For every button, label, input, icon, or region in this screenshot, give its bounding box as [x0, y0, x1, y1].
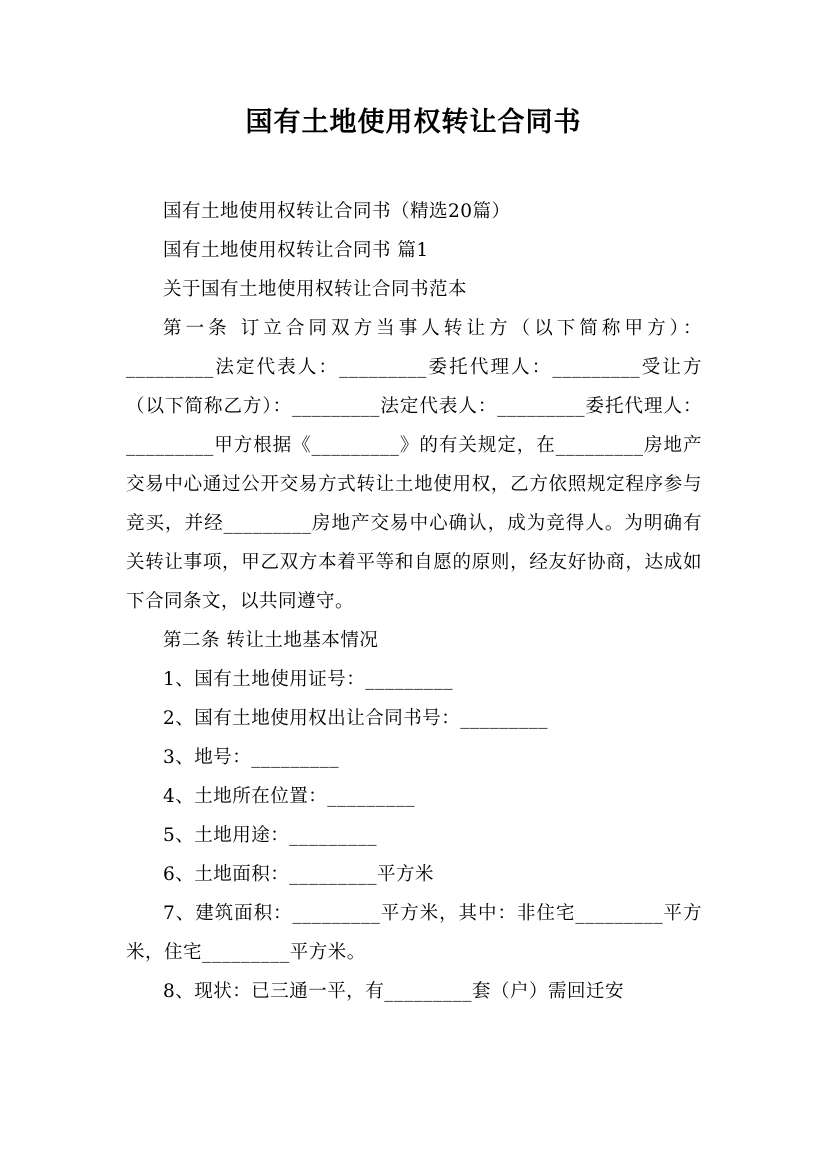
paragraph-section-heading: 国有土地使用权转让合同书 篇1 — [163, 240, 429, 261]
paragraph-template-title: 关于国有土地使用权转让合同书范本 — [163, 279, 468, 300]
document-title: 国有土地使用权转让合同书 — [245, 107, 582, 138]
paragraph-item-3: 3、地号：_________ — [163, 747, 340, 768]
paragraph-article-2-heading: 第二条 转让土地基本情况 — [163, 630, 379, 651]
paragraph-article-1: 第一条 订立合同双方当事人转让方（以下简称甲方）：_________法定代表人：_________委托代理人：_________受让方（以下简称乙方）：_________法定代表人：_________委托代理人：_________甲方根据《_________》的有关规定，在_________房地产交易中心通过公开交易方式转让土地使用权，乙方依照规定程序参与竞买，并经_________房地产交易中心确认，成为竞得人。为明确有关转让事项，甲乙双方本着平等和自愿的原则，经友好协商，达成如下合同条文，以共同遵守。 — [126, 318, 702, 612]
paragraph-subtitle: 国有土地使用权转让合同书（精选20篇） — [163, 201, 511, 222]
paragraph-item-4: 4、土地所在位置：_________ — [163, 786, 416, 807]
paragraph-item-1: 1、国有土地使用证号：_________ — [163, 669, 454, 690]
document-body — [126, 192, 702, 1011]
paragraph-item-6: 6、土地面积：_________平方米 — [163, 864, 435, 885]
paragraph-item-2: 2、国有土地使用权出让合同书号：_________ — [163, 708, 549, 729]
paragraph-item-5: 5、土地用途：_________ — [163, 825, 378, 846]
paragraph-item-7: 7、建筑面积：_________平方米，其中：非住宅_________平方米，住宅_________平方米。 — [126, 903, 702, 963]
paragraph-item-8: 8、现状：已三通一平，有_________套（户）需回迁安 — [163, 981, 625, 1002]
